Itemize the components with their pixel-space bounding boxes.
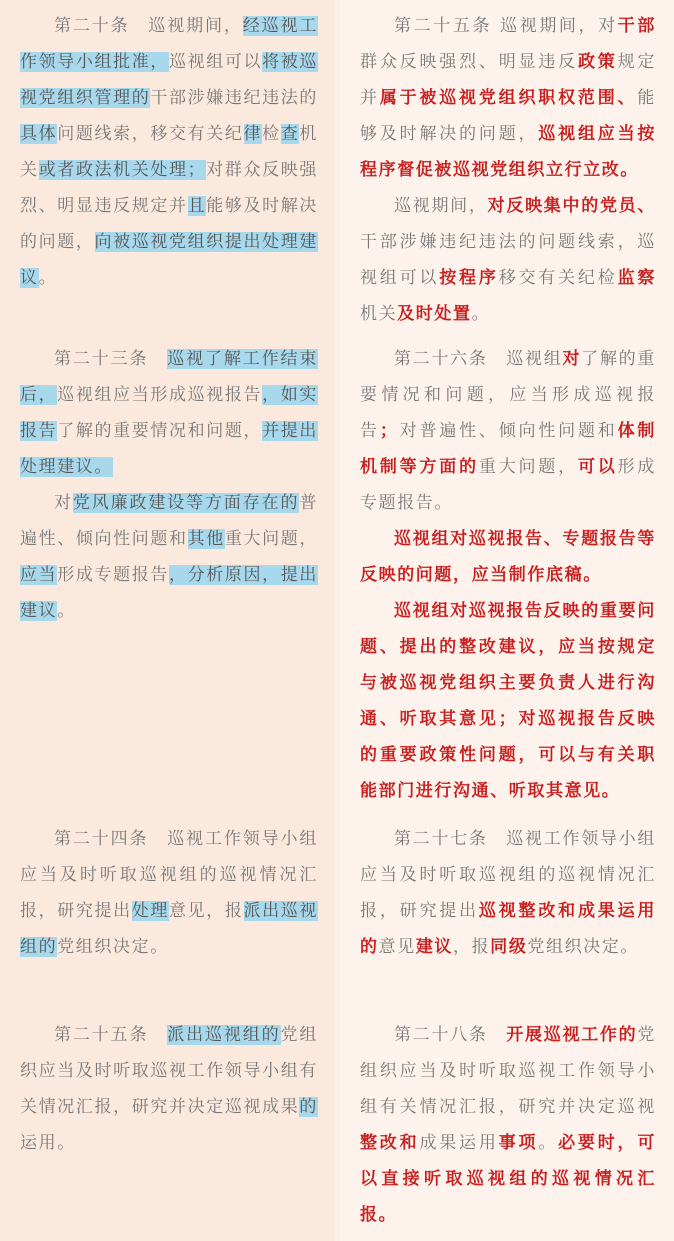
text-run: 意见 <box>378 937 416 957</box>
revised-bold-text-run: 对反映集中的党员、 <box>487 196 657 216</box>
highlighted-text-run: 将被巡视党组织管理的 <box>20 52 318 108</box>
revised-bold-text-run: 按程序 <box>439 268 499 288</box>
article-23-paragraph-2 <box>20 485 318 629</box>
article-25 <box>20 1017 318 1161</box>
highlighted-text-run: 派出巡视组的 <box>167 1025 281 1045</box>
text-run: 重大问题， <box>478 457 578 477</box>
revised-article-25-paragraph-1 <box>360 8 656 188</box>
text-run: ，报 <box>453 937 491 957</box>
revised-bold-text-run: 巡视组对巡视报告、专题报告等反映的问题，应当制作底稿。 <box>360 529 656 585</box>
revised-regulation-column <box>340 0 674 1241</box>
revised-bold-text-run: 对 <box>562 349 582 369</box>
highlighted-text-run: 党风廉政建设等方面存在的 <box>72 493 300 513</box>
revised-bold-text-run: 巡视整改和成果运用的 <box>360 901 656 957</box>
revised-article-25 <box>360 8 656 332</box>
revised-article-26-paragraph-3 <box>360 593 656 809</box>
highlighted-text-run: 查 <box>280 124 300 144</box>
text-run: 第二十七条 巡视工作领导小组应当及时听取巡视组的巡视情况汇报，研究提出 <box>360 829 656 921</box>
text-run: 了解的重要情况和问题，应当形成巡视报告 <box>360 349 656 441</box>
text-run: 第二十三条 <box>54 349 168 369</box>
article-25-paragraph <box>20 1017 318 1161</box>
text-run: 成果运用 <box>419 1133 499 1153</box>
revised-article-27-paragraph <box>360 821 656 965</box>
text-run: 。 <box>57 601 76 621</box>
text-run: 普遍性、倾向性问题和 <box>20 493 319 549</box>
text-run: 对普遍性、倾向性问题和 <box>398 421 618 441</box>
text-run: 干部涉嫌违纪违法的 <box>150 88 318 108</box>
text-run: 检 <box>262 124 281 144</box>
text-run: 问题线索，移交有关纪 <box>57 124 244 144</box>
text-run: 了解的重要情况和问题， <box>57 421 263 441</box>
text-run: 第二十条 巡视期间， <box>54 16 243 36</box>
highlighted-text-run: 且 <box>187 196 207 216</box>
text-run: 重大问题， <box>224 529 319 549</box>
text-run: 形成专题报告 <box>57 565 169 585</box>
highlighted-text-run: 或者政法机关处理； <box>38 160 207 180</box>
text-run: 规定并 <box>360 52 657 108</box>
revised-bold-text-run: 同级 <box>490 937 528 957</box>
text-run: 对 <box>54 493 73 513</box>
text-run: 群众反映强烈、明显违反 <box>360 52 578 72</box>
revised-article-26 <box>360 341 656 809</box>
text-run: 党组织决定。 <box>57 937 169 957</box>
text-run: 。 <box>538 1133 559 1153</box>
revised-bold-text-run: 开展巡视工作的 <box>506 1025 638 1045</box>
revised-article-25-paragraph-2 <box>360 188 656 332</box>
text-run: 第二十四条 巡视工作领导小组应当及时听取巡视组的巡视情况汇报，研究提出 <box>20 829 318 921</box>
text-run: 形成专题报告。 <box>360 457 657 513</box>
highlighted-text-run: ，如实报告 <box>20 385 318 441</box>
revised-bold-text-run: 及时处置 <box>397 304 472 324</box>
revised-bold-text-run: 可以 <box>577 457 618 477</box>
highlighted-text-run: 派出巡视组的 <box>20 901 318 957</box>
article-20 <box>20 8 318 296</box>
text-run: 运用。 <box>20 1133 76 1153</box>
original-regulation-column <box>0 0 335 1241</box>
highlighted-text-run: 向被巡视党组织提出处理建议 <box>20 232 319 288</box>
revised-bold-text-run: 必要时，可以直接听取巡视组的巡视情况汇报。 <box>360 1133 656 1225</box>
highlighted-text-run: 处理 <box>131 901 169 921</box>
highlighted-text-run: 具体 <box>20 124 58 144</box>
revised-bold-text-run: 体制机制等方面的 <box>360 421 656 477</box>
text-run: 意见，报 <box>169 901 244 921</box>
text-run: 第二十八条 <box>394 1025 507 1045</box>
article-24-paragraph <box>20 821 318 965</box>
revised-bold-text-run: 建议 <box>415 937 454 957</box>
revised-bold-text-run: 整改和 <box>360 1133 420 1153</box>
text-run: 党组织应当及时听取巡视工作领导小组有关情况汇报，研究并决定巡视 <box>360 1025 656 1117</box>
text-run: 能够及时解决的问题， <box>20 196 318 252</box>
text-run: 。 <box>471 304 491 324</box>
highlighted-text-run: 并提出处理建议。 <box>20 421 318 477</box>
revised-article-26-paragraph-1 <box>360 341 656 521</box>
article-24 <box>20 821 318 965</box>
revised-bold-text-run: 政策 <box>577 52 618 72</box>
revised-article-28-paragraph <box>360 1017 656 1233</box>
highlighted-text-run: 律 <box>243 124 263 144</box>
text-run: 第二十五条 巡视期间，对 <box>394 16 618 36</box>
revised-bold-text-run: 巡视组对巡视报告反映的重要问题、提出的整改建议，应当按规定与被巡视党组织主要负责人进行沟通、听取其意见；对巡视报告反映的重要政策性问题，可以与有关职能部门进行沟通、听取其意见。 <box>360 601 656 801</box>
revised-bold-text-run: 监察 <box>617 268 656 288</box>
highlighted-text-run: 经巡视工作领导小组批准， <box>20 16 318 72</box>
revised-bold-text-run: 干部 <box>617 16 656 36</box>
text-run: 能够及时解决的问题， <box>360 88 656 144</box>
text-run: 巡视期间， <box>394 196 488 216</box>
text-run: 机关 <box>360 304 398 324</box>
text-run: 干部涉嫌违纪违法的问题线索，巡视组可以 <box>360 232 656 288</box>
text-run: 机关 <box>20 124 318 180</box>
revised-bold-text-run: 巡视组应当按程序督促被巡视党组织立行立改。 <box>360 124 656 180</box>
revised-article-27 <box>360 821 656 965</box>
text-run: 第二十五条 <box>54 1025 168 1045</box>
highlighted-text-run: ，分析原因，提出建议 <box>20 565 318 621</box>
revised-bold-text-run: 属于被巡视党组织职权范围、 <box>379 88 638 108</box>
text-run: 对群众反映强烈、明显违反规定并 <box>20 160 318 216</box>
text-run: 党组织应当及时听取巡视工作领导小组有关情况汇报，研究并决定巡视成果 <box>20 1025 319 1117</box>
text-run: 。 <box>38 268 58 288</box>
article-23-paragraph-1 <box>20 341 318 485</box>
article-20-paragraph <box>20 8 318 296</box>
text-run: 第二十六条 巡视组 <box>394 349 563 369</box>
text-run: 巡视组应当形成巡视报告 <box>57 385 263 405</box>
highlighted-text-run: 巡视了解工作结束后， <box>20 349 318 405</box>
revised-bold-text-run: 事项 <box>498 1133 539 1153</box>
revised-article-28 <box>360 1017 656 1233</box>
revised-bold-text-run: ； <box>379 421 399 441</box>
highlighted-text-run: 的 <box>299 1097 318 1117</box>
text-run: 党组织决定。 <box>527 937 640 957</box>
highlighted-text-run: 应当 <box>20 565 58 585</box>
text-run: 巡视组可以 <box>169 52 263 72</box>
article-23 <box>20 341 318 629</box>
text-run: 移交有关纪检 <box>498 268 618 288</box>
highlighted-text-run: 其他 <box>187 529 225 549</box>
revised-article-26-paragraph-2 <box>360 521 656 593</box>
